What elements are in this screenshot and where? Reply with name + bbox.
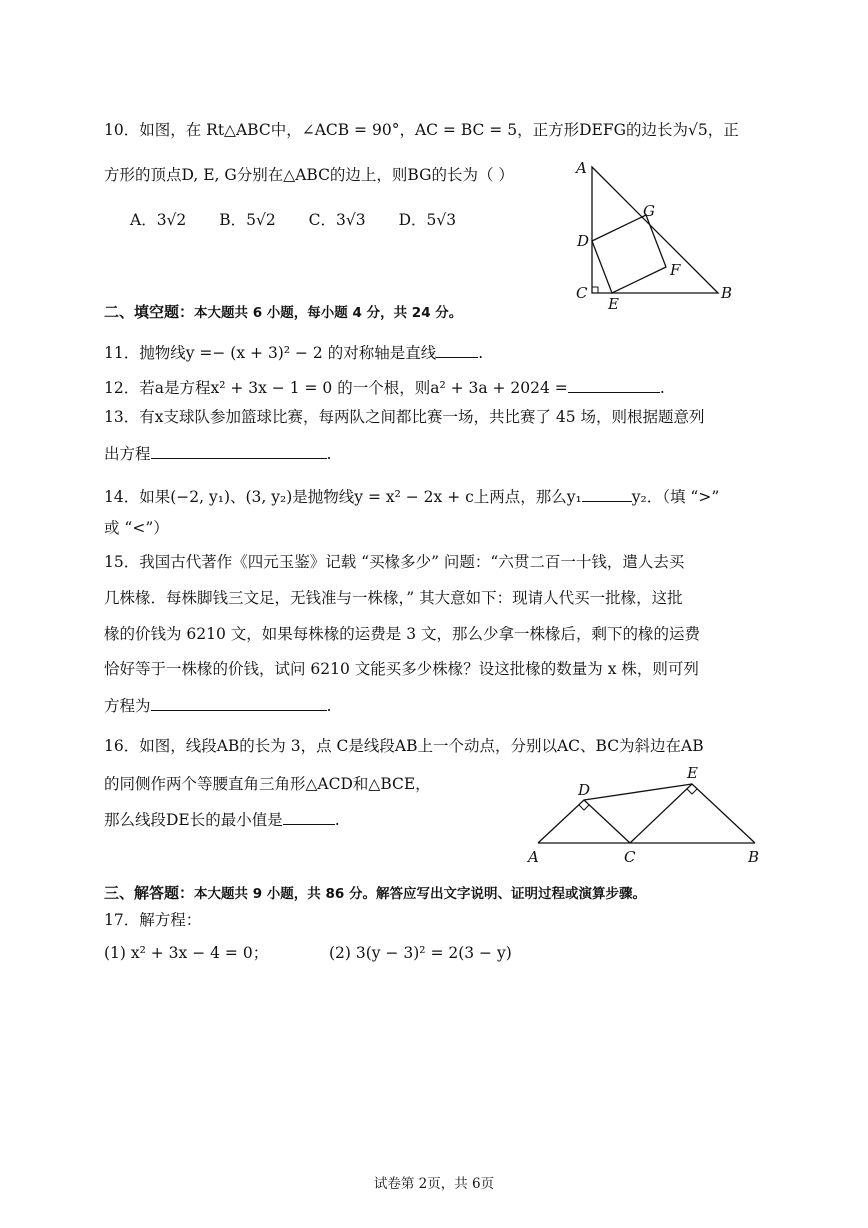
label-b: B	[721, 284, 733, 302]
q17-part1: (1) x² + 3x − 4 = 0；	[104, 944, 269, 962]
section2-desc: 本大题共 6 小题，每小题 4 分，共 24 分。	[194, 305, 463, 321]
q15-line5: 方程为 .	[104, 694, 331, 716]
q16-line1: 16．如图，线段AB的长为 3，点 C是线段AB上一个动点，分别以AC、BC为斜边在AB	[104, 737, 704, 755]
triangle-abc	[592, 167, 718, 293]
label-g: G	[643, 202, 655, 220]
q10-option-d: D．5√3	[398, 211, 457, 229]
q11-text: 11．抛物线y =− (x + 3)² − 2 的对称轴是直线	[104, 344, 437, 362]
segment-de	[584, 784, 692, 800]
section3-title: 三、解答题：	[104, 884, 195, 902]
triangle-acd	[538, 800, 630, 843]
label-e: E	[687, 764, 698, 782]
q14-line2: 或 “<”）	[104, 519, 169, 537]
section2-title: 二、填空题：	[104, 303, 195, 321]
q13-line2: 出方程 .	[104, 442, 331, 464]
q13-text: 出方程	[104, 445, 151, 463]
q14-line1	[104, 485, 719, 507]
label-a: A	[528, 848, 539, 866]
q10-line2: 方形的顶点D, E, G分别在△ABC的边上，则BG的长为（ ）	[104, 166, 514, 184]
square-defg	[592, 215, 666, 293]
q14-text-b: y₂．（填 “>”	[631, 488, 720, 506]
q12-blank[interactable]	[568, 376, 660, 393]
right-angle-d	[579, 805, 589, 810]
q16-text: 那么线段DE长的最小值是	[104, 811, 283, 829]
right-angle-e	[687, 789, 697, 794]
q12: 12．若a是方程x² + 3x − 1 = 0 的一个根，则a² + 3a + 2024 = .	[104, 376, 665, 398]
q10-options	[130, 210, 484, 230]
page-footer: 试卷第 2页，共 6页	[373, 1176, 495, 1192]
q15-line3: 椽的价钱为 6210 文，如果每株椽的运费是 3 文，那么少拿一株椽后，剩下的椽的运费	[104, 625, 701, 643]
q13-line1: 13．有x支球队参加篮球比赛，每两队之间都比赛一场，共比赛了 45 场，则根据题意列	[104, 408, 705, 426]
right-angle-mark	[592, 287, 598, 293]
label-d: D	[578, 781, 591, 799]
label-a: A	[576, 159, 587, 177]
q10-option-b: B．5√2	[219, 211, 276, 229]
label-b: B	[748, 848, 760, 866]
q16-line3: 那么线段DE长的最小值是 .	[104, 808, 340, 830]
q17-title: 17．解方程：	[104, 911, 202, 929]
q15-text: 方程为	[104, 697, 151, 715]
label-d: D	[577, 232, 590, 250]
q10-line1: 10．如图，在 Rt△ABC中，∠ACB = 90°，AC = BC = 5，正方形DEFG的边长为√5，正	[104, 121, 739, 139]
q10-option-a: A．3√2	[130, 211, 187, 229]
q16-figure	[522, 760, 772, 870]
label-c: C	[624, 848, 636, 866]
section3-heading	[104, 883, 646, 904]
q11-blank[interactable]	[436, 341, 478, 358]
section3-desc: 本大题共 9 小题，共 86 分。解答应写出文字说明、证明过程或演算步骤。	[194, 886, 646, 902]
q14-blank[interactable]	[582, 485, 632, 502]
q15-line2: 几株椽．每株脚钱三文足，无钱准与一株椽，” 其大意如下：现请人代买一批椽，这批	[104, 589, 683, 607]
q15-line1: 15．我国古代著作《四元玉鉴》记载 “买椽多少” 问题：“六贯二百一十钱，遣人去买	[104, 553, 685, 571]
label-c: C	[576, 284, 588, 302]
q15-blank[interactable]	[151, 694, 327, 711]
label-f: F	[670, 261, 681, 279]
q16-line2: 的同侧作两个等腰直角三角形△ACD和△BCE，	[104, 775, 431, 793]
q17-parts	[104, 943, 512, 963]
q14-text-a: 14．如果(−2, y₁)、(3, y₂)是抛物线y = x² − 2x + c上两点，那么y₁	[104, 488, 582, 506]
section2-heading	[104, 302, 462, 323]
q16-blank[interactable]	[283, 808, 335, 825]
q11: 11．抛物线y =− (x + 3)² − 2 的对称轴是直线 .	[104, 341, 483, 363]
q15-line4: 恰好等于一株椽的价钱，试问 6210 文能买多少株椽？设这批椽的数量为 x 株，则可列	[104, 660, 699, 678]
q12-text: 12．若a是方程x² + 3x − 1 = 0 的一个根，则a² + 3a + 2024 =	[104, 379, 568, 397]
q10-option-c: C．3√3	[308, 211, 366, 229]
label-e: E	[608, 295, 619, 313]
q10-figure	[570, 155, 745, 315]
q13-blank[interactable]	[151, 442, 327, 459]
q17-part2: (2) 3(y − 3)² = 2(3 − y)	[329, 944, 512, 962]
